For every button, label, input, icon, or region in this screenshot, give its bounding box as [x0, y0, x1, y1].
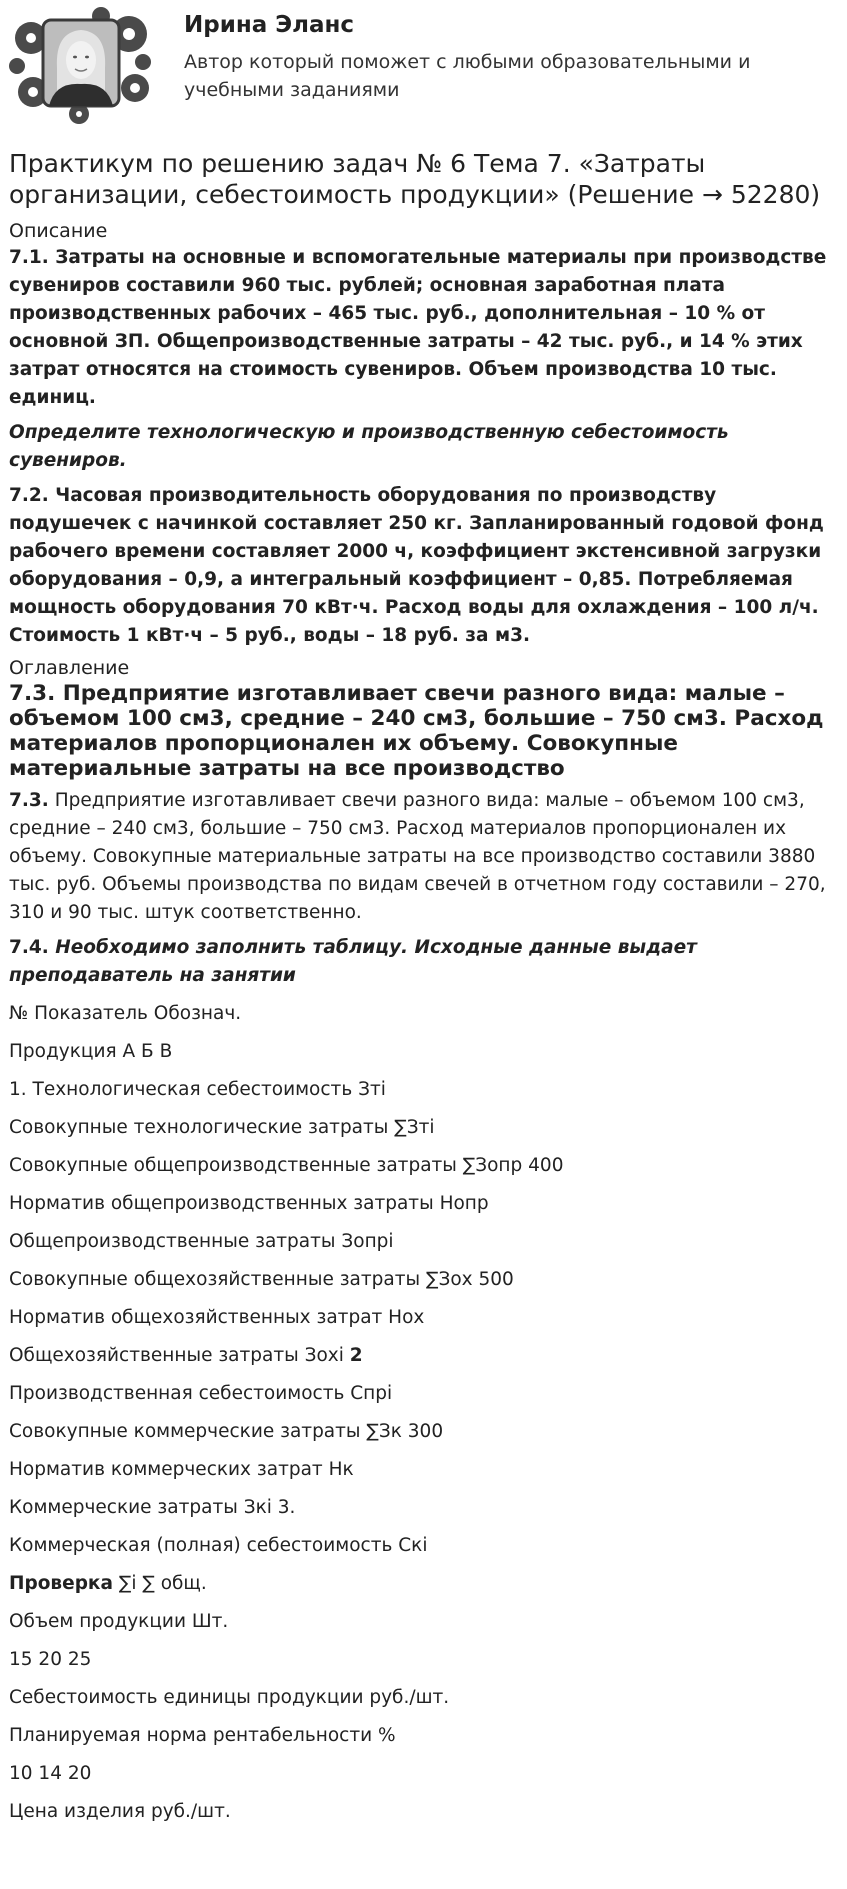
table-line: Совокупные технологические затраты ∑Зтi: [9, 1117, 435, 1138]
table-lines: [9, 1000, 839, 1826]
table-line: Производственная себестоимость Спрi: [9, 1383, 393, 1404]
task-7-4-number: 7.4.: [9, 937, 49, 958]
table-line: [9, 1342, 839, 1370]
table-line: Совокупные коммерческие затраты ∑Зк 300: [9, 1421, 444, 1442]
table-line-text: Общехозяйственные затраты Зохi: [9, 1345, 350, 1366]
task-7-4: [9, 934, 839, 990]
toc-label: Оглавление: [9, 657, 130, 679]
task-7-3: [9, 787, 839, 927]
table-line: 10 14 20: [9, 1763, 92, 1784]
task-7-1-question: Определите технологическую и производственную себестоимость сувениров.: [9, 422, 729, 471]
author-description: Автор который поможет с любыми образовательными и учебными заданиями: [184, 51, 751, 101]
table-line: Планируемая норма рентабельности %: [9, 1725, 396, 1746]
table-line: Совокупные общехозяйственные затраты ∑Зох 500: [9, 1269, 514, 1290]
description-label: Описание: [9, 220, 108, 242]
table-line: Общепроизводственные затраты Зопрi: [9, 1231, 394, 1252]
table-line-bold: Проверка: [9, 1573, 113, 1594]
task-7-3-text: Предприятие изготавливает свечи разного вида: малые – объемом 100 см3, средние – 240 см3, большие – 750 см3. Расход материалов пропорционален их объему. Совокупные материальные затраты на все производство составили 3880 тыс. руб. Объемы производства по видам свечей в отчетном году составили – 270, 310 и 90 тыс. штук соответственно.: [9, 790, 826, 923]
table-line-text: ∑i ∑ общ.: [112, 1573, 207, 1594]
toc-heading[interactable]: 7.3. Предприятие изготавливает свечи разного вида: малые – объемом 100 см3, средние – 240 см3, большие – 750 см3. Расход материалов пропорционален их объему. Совокупные материальные затраты на все производство: [9, 681, 824, 781]
table-line-bold: 2: [349, 1345, 363, 1366]
main-content: [9, 148, 839, 1836]
task-7-1-text: 7.1. Затраты на основные и вспомогательные материалы при производстве сувениров составили 960 тыс. рублей; основная заработная плата производственных рабочих – 465 тыс. руб., дополнительная – 10 % от основной ЗП. Общепроизводственные затраты – 42 тыс. руб., и 14 % этих затрат относятся на стоимость сувениров. Объем производства 10 тыс. единиц.: [9, 247, 827, 408]
table-line: Объем продукции Шт.: [9, 1611, 229, 1632]
author-name[interactable]: Ирина Эланс: [184, 12, 355, 38]
task-7-4-text: Необходимо заполнить таблицу. Исходные данные выдает преподаватель на занятии: [9, 937, 697, 986]
table-line: 1. Технологическая себестоимость Зтi: [9, 1079, 386, 1100]
page: [9, 0, 839, 1822]
page-title: Практикум по решению задач № 6 Тема 7. «Затраты организации, себестоимость продукции» (Решение → 52280): [9, 149, 821, 209]
table-line: Норматив общехозяйственных затрат Нох: [9, 1307, 425, 1328]
table-line: Коммерческие затраты Зкi 3.: [9, 1497, 296, 1518]
table-line: Цена изделия руб./шт.: [9, 1801, 231, 1822]
author-avatar[interactable]: [9, 6, 151, 124]
author-block: [9, 0, 839, 140]
table-line: Продукция А Б В: [9, 1041, 173, 1062]
table-line: Норматив общепроизводственных затраты Нопр: [9, 1193, 489, 1214]
table-line: 15 20 25: [9, 1649, 92, 1670]
table-line: Совокупные общепроизводственные затраты ∑Зопр 400: [9, 1155, 564, 1176]
task-7-3-number: 7.3.: [9, 790, 49, 811]
task-7-2-text: 7.2. Часовая производительность оборудования по производству подушечек с начинкой составляет 250 кг. Запланированный годовой фонд рабочего времени составляет 2000 ч, коэффициент экстенсивной загрузки оборудования – 0,9, а интегральный коэффициент – 0,85. Потребляемая мощность оборудования 70 кВт·ч. Расход воды для охлаждения – 100 л/ч. Стоимость 1 кВт·ч – 5 руб., воды – 18 руб. за м3.: [9, 485, 824, 646]
table-line: Коммерческая (полная) себестоимость Скi: [9, 1535, 428, 1556]
table-line: Норматив коммерческих затрат Нк: [9, 1459, 354, 1480]
table-line: № Показатель Обознач.: [9, 1003, 242, 1024]
table-line: [9, 1570, 839, 1598]
table-line: Себестоимость единицы продукции руб./шт.: [9, 1687, 450, 1708]
